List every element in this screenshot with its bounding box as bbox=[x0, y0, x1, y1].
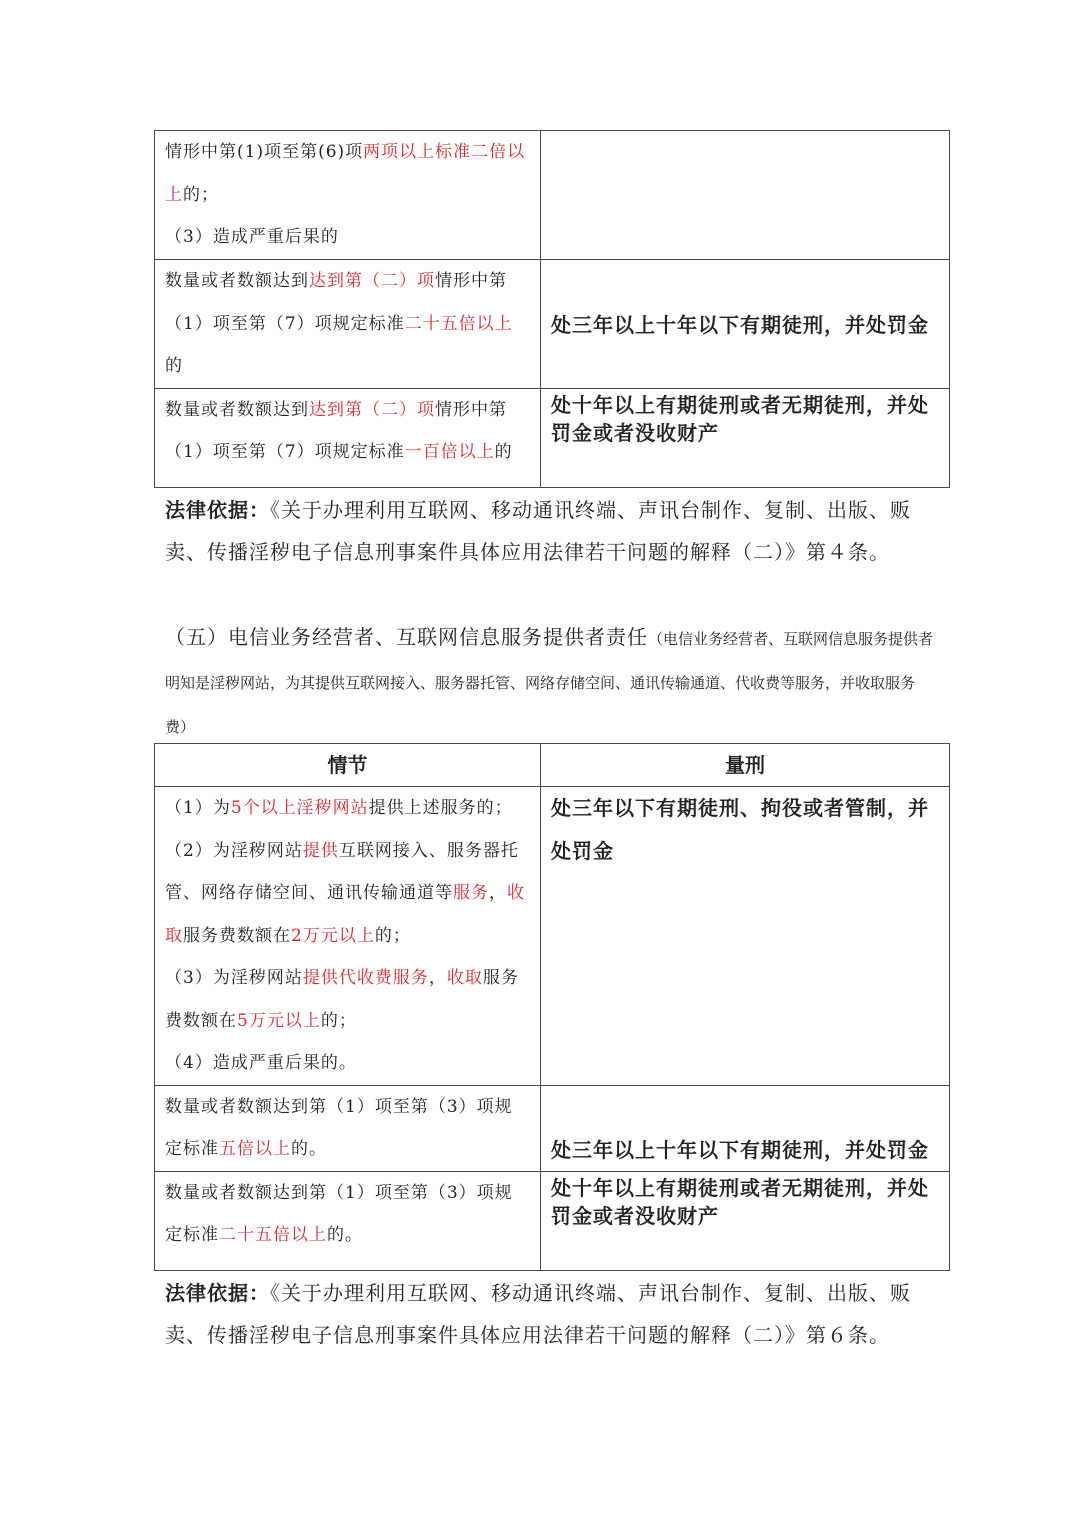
legal-basis-text: 《关于办理利用互联网、移动通讯终端、声讯台制作、复制、出版、贩卖、传播淫秽电子信息刑事案件具体应用法律若干问题的解释（二）》第６条。 bbox=[165, 1281, 911, 1347]
cell-text: 的 bbox=[165, 356, 183, 376]
legal-basis-paragraph bbox=[165, 489, 935, 573]
highlighted-text: 两项以上标准二倍以上 bbox=[165, 142, 526, 205]
cell-text: 数量或者数额达到 bbox=[165, 399, 309, 420]
legal-basis-label: 法律依据： bbox=[165, 1281, 270, 1305]
penalty-cell: 处三年以上十年以下有期徒刑，并处罚金 bbox=[541, 1085, 950, 1171]
circumstance-cell bbox=[155, 131, 541, 260]
highlighted-text: 5万元以上 bbox=[237, 1010, 321, 1031]
sentencing-table-1 bbox=[154, 130, 950, 488]
legal-basis-text: 《关于办理利用互联网、移动通讯终端、声讯台制作、复制、出版、贩卖、传播淫秽电子信息刑事案件具体应用法律若干问题的解释（二）》第４条。 bbox=[165, 498, 911, 564]
section-heading bbox=[165, 616, 935, 748]
highlighted-text: 一百倍以上 bbox=[404, 442, 495, 462]
cell-text: 的； bbox=[183, 184, 219, 205]
penalty-cell: 处十年以上有期徒刑或者无期徒刑，并处罚金或者没收财产 bbox=[541, 1171, 950, 1270]
cell-text: 服务费数额在 bbox=[165, 968, 519, 1031]
cell-text: 情形中第(1)项至第(6)项 bbox=[165, 142, 364, 162]
cell-text: （2）为淫秽网站 bbox=[165, 840, 303, 861]
highlighted-text: 达到第（二）项 bbox=[309, 399, 435, 420]
legal-basis-paragraph bbox=[165, 1272, 935, 1356]
table-row bbox=[155, 1171, 950, 1270]
table-row bbox=[155, 1085, 950, 1171]
cell-text: （4）造成严重后果的。 bbox=[165, 1053, 357, 1073]
cell-text: ， bbox=[428, 968, 447, 988]
highlighted-text: 达到第（二）项 bbox=[309, 271, 435, 291]
table-row bbox=[155, 787, 950, 1086]
circumstance-cell bbox=[155, 388, 541, 487]
highlighted-text: 服务 bbox=[453, 883, 489, 903]
circumstance-cell bbox=[155, 260, 541, 389]
cell-text: 的。 bbox=[327, 1225, 363, 1245]
cell-text: （3）为淫秽网站 bbox=[165, 968, 303, 988]
circumstance-cell bbox=[155, 787, 541, 1086]
highlighted-text: 提供 bbox=[302, 840, 339, 861]
table-row bbox=[155, 388, 950, 487]
cell-text: 互联网接入、服务器托管、网络存储空间、通讯传输通道等 bbox=[165, 840, 519, 903]
cell-text: 服务费数额在 bbox=[183, 925, 291, 946]
section-note: （电信业务经营者、互联网信息服务提供者明知是淫秽网站，为其提供互联网接入、服务器托管、网络存储空间、通讯传输通道、代收费等服务，并收取服务费） bbox=[165, 630, 934, 736]
cell-text: 提供上述服务的； bbox=[368, 798, 513, 818]
circumstance-cell bbox=[155, 1171, 541, 1270]
table-row bbox=[155, 260, 950, 389]
cell-text: （1）为 bbox=[165, 798, 231, 818]
cell-text: 情形中第（1）项至第（7）项规定标准 bbox=[165, 399, 507, 462]
column-header-circumstance: 情节 bbox=[155, 744, 541, 787]
cell-text: 的； bbox=[320, 1010, 357, 1031]
cell-text: 的。 bbox=[291, 1139, 327, 1159]
highlighted-text: 收取 bbox=[165, 883, 525, 946]
penalty-cell bbox=[541, 131, 950, 260]
cell-text: ， bbox=[489, 883, 507, 903]
cell-text: 数量或者数额达到第（1）项至第（3）项规定标准 bbox=[165, 1182, 513, 1245]
column-header-penalty: 量刑 bbox=[541, 744, 950, 787]
circumstance-cell bbox=[155, 1085, 541, 1171]
highlighted-text: 5个以上淫秽网站 bbox=[230, 798, 369, 818]
penalty-cell: 处三年以下有期徒刑、拘役或者管制，并处罚金 bbox=[541, 787, 950, 1086]
table-header-row bbox=[155, 744, 950, 787]
cell-text: 的； bbox=[374, 925, 411, 946]
highlighted-text: 五倍以上 bbox=[219, 1139, 291, 1159]
cell-text: 数量或者数额达到第（1）项至第（3）项规定标准 bbox=[165, 1096, 513, 1159]
highlighted-text: 收取 bbox=[446, 968, 483, 988]
cell-text: 情形中第（1）项至第（7）项规定标准 bbox=[165, 271, 507, 334]
sentencing-table-2 bbox=[154, 743, 950, 1271]
table-row bbox=[155, 131, 950, 260]
highlighted-text: 二十五倍以上 bbox=[404, 313, 513, 334]
section-title: （五）电信业务经营者、互联网信息服务提供者责任 bbox=[165, 625, 648, 649]
highlighted-text: 2万元以上 bbox=[291, 925, 375, 946]
cell-text: （3）造成严重后果的 bbox=[165, 227, 339, 247]
highlighted-text: 二十五倍以上 bbox=[219, 1225, 327, 1245]
penalty-cell: 处三年以上十年以下有期徒刑，并处罚金 bbox=[541, 260, 950, 389]
cell-text: 的 bbox=[494, 442, 513, 462]
penalty-cell: 处十年以上有期徒刑或者无期徒刑，并处罚金或者没收财产 bbox=[541, 388, 950, 487]
cell-text: 数量或者数额达到 bbox=[165, 271, 309, 291]
legal-basis-label: 法律依据： bbox=[165, 498, 270, 522]
highlighted-text: 提供代收费服务 bbox=[302, 968, 429, 988]
